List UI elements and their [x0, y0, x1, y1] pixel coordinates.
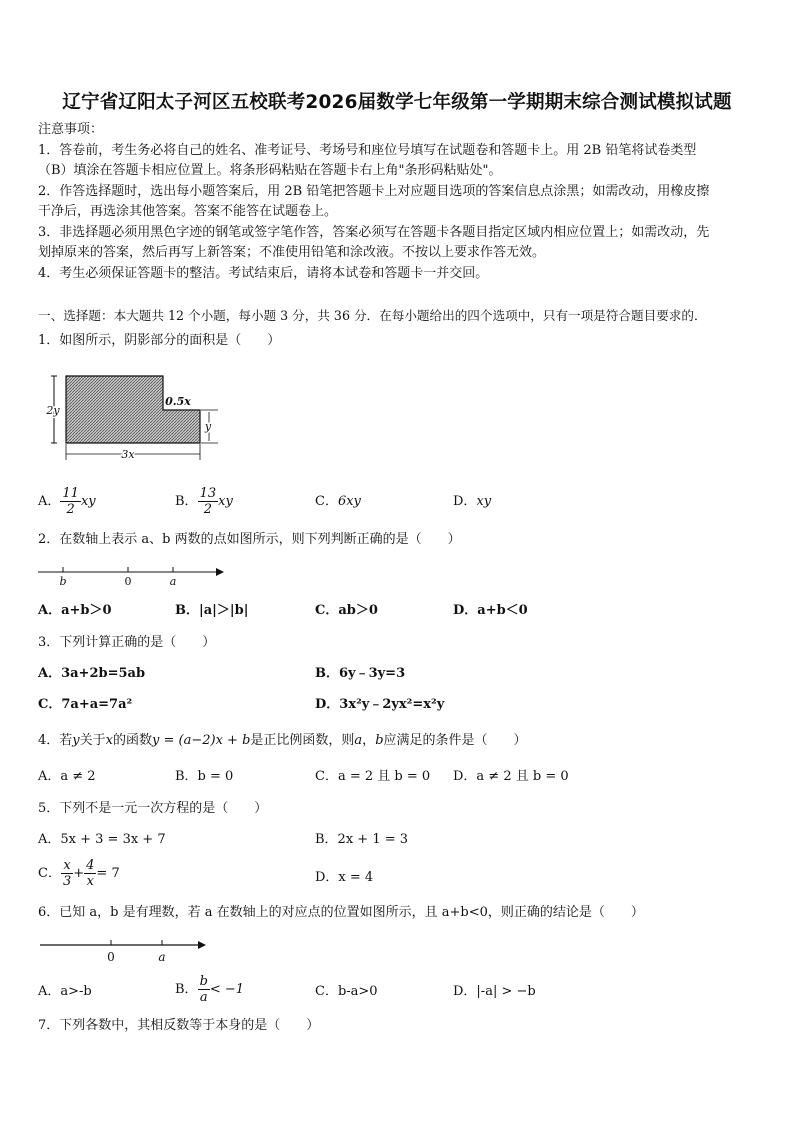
axis-label-zero: 0 — [124, 575, 132, 588]
question-2-option-b: B．|a|＞|b| — [175, 603, 249, 618]
question-6-option-a: A．a>-b — [38, 984, 92, 999]
notice-label: 注意事项： — [38, 122, 104, 137]
label-y: y — [204, 420, 212, 433]
question-3-option-a: A．3a+2b=5ab — [38, 666, 146, 681]
notice-item-1-line-2: （B）填涂在答题卡相应位置上。将条形码粘贴在答题卡右上角"条形码粘贴处"。 — [38, 163, 502, 178]
question-2-number-line — [38, 563, 228, 593]
question-6-option-d: D．|-a| > −b — [453, 984, 536, 999]
question-6-option-c: C．b-a>0 — [315, 984, 378, 999]
question-2-option-a: A．a+b＞0 — [38, 603, 112, 618]
notice-item-3-line-2: 划掉原来的答案，然后再写上新答案；不准使用铅笔和涂改液。不按以上要求作答无效。 — [38, 245, 546, 260]
question-3-option-b: B．6y﹣3y=3 — [315, 666, 406, 681]
question-4-option-a: A．a ≠ 2 — [38, 769, 96, 784]
question-3-option-d: D．3x²y﹣2yx²=x²y — [315, 697, 445, 712]
question-3-stem: 3．下列计算正确的是（ ） — [38, 635, 216, 650]
question-7-stem: 7．下列各数中，其相反数等于本身的是（ ） — [38, 1018, 320, 1033]
question-1-option-b: B． $\frac{13}{2}$ xy — [175, 486, 233, 517]
question-1-option-d: D．xy — [453, 494, 492, 509]
question-5-option-b: B．2x + 1 = 3 — [315, 832, 409, 847]
question-2-option-d: D．a+b＜0 — [453, 603, 528, 618]
question-2-stem: 2．在数轴上表示 a、b 两数的点如图所示，则下列判断正确的是（ ） — [38, 532, 461, 547]
page-title: 辽宁省辽阳太子河区五校联考2026届数学七年级第一学期期末综合测试模拟试题 — [62, 92, 732, 113]
notice-item-1-line-1: 1．答卷前，考生务必将自己的姓名、准考证号、考场号和座位号填写在试题卷和答题卡上。用 2B 铅笔将试卷类型 — [38, 143, 697, 158]
question-1-figure — [48, 366, 228, 466]
notice-item-4: 4．考生必须保证答题卡的整洁。考试结束后，请将本试卷和答题卡一并交回。 — [38, 266, 489, 281]
axis-label-a: a — [158, 950, 166, 964]
question-6-stem: 6．已知 a，b 是有理数，若 a 在数轴上的对应点的位置如图所示，且 a+b<0，则正确的结论是（ ） — [38, 905, 644, 920]
question-3-option-c: C．7a+a=7a² — [38, 697, 133, 712]
axis-label-b: b — [59, 575, 67, 588]
question-6-number-line — [40, 936, 210, 966]
section-header: 一、选择题：本大题共 12 个小题，每小题 3 分，共 36 分．在每小题给出的四个选项中，只有一项是符合题目要求的． — [38, 308, 707, 323]
question-5-option-a: A．5x + 3 = 3x + 7 — [38, 832, 166, 847]
question-1-option-c: C．6xy — [315, 494, 361, 509]
notice-item-2-line-2: 干净后，再选涂其他答案。答案不能答在试题卷上。 — [38, 204, 338, 219]
label-3x: 3x — [121, 448, 135, 461]
question-1-option-a: A． $\frac{11}{2}$ xy — [38, 486, 96, 517]
question-4-option-d: D．a ≠ 2 且 b = 0 — [453, 769, 569, 784]
question-4-option-b: B．b = 0 — [175, 769, 234, 784]
axis-label-zero: 0 — [107, 950, 115, 964]
question-4-option-c: C．a = 2 且 b = 0 — [315, 769, 431, 784]
question-2-option-c: C．ab＞0 — [315, 603, 378, 618]
label-2y: 2y — [46, 404, 60, 417]
question-1-stem: 1．如图所示，阴影部分的面积是（ ） — [38, 333, 281, 348]
question-5-option-c: C． $\frac{x}{3}$ + $\frac{4}{x}$ = 7 — [38, 858, 120, 889]
question-5-stem: 5．下列不是一元一次方程的是（ ） — [38, 801, 268, 816]
question-6-option-b: B． $\frac{b}{a}$ < −1 — [175, 974, 245, 1005]
label-0.5x: 0.5x — [165, 395, 191, 408]
axis-label-a: a — [169, 575, 177, 588]
notice-item-3-line-1: 3．非选择题必须用黑色字迹的钢笔或签字笔作答，答案必须写在答题卡各题目指定区域内相应位置上；如需改动，先 — [38, 225, 710, 240]
notice-item-2-line-1: 2．作答选择题时，选出每小题答案后，用 2B 铅笔把答题卡上对应题目选项的答案信息点涂黑；如需改动，用橡皮擦 — [38, 184, 710, 199]
question-5-option-d: D．x = 4 — [315, 870, 374, 885]
question-4-stem: 4．若y关于x的函数y = (a−2)x + b是正比例函数，则a，b应满足的条件是（ ） — [38, 733, 527, 748]
